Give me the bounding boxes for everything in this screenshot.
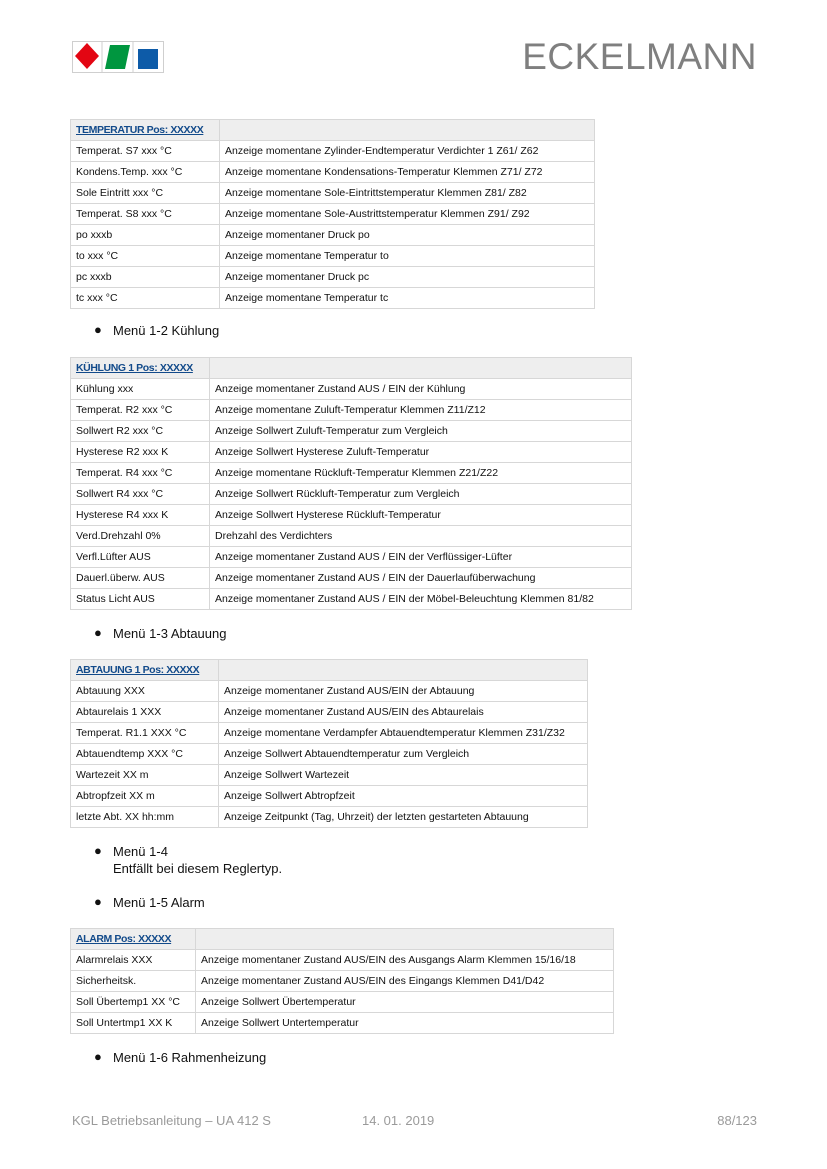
description-cell: Anzeige momentaner Druck pc — [220, 267, 595, 288]
table-header-empty — [219, 660, 588, 681]
table-row — [71, 225, 595, 246]
parameter-cell: Temperat. R2 xxx °C — [71, 400, 210, 421]
parameter-cell: letzte Abt. XX hh:mm — [71, 807, 219, 828]
description-cell: Anzeige Sollwert Wartezeit — [219, 765, 588, 786]
table-row — [71, 681, 588, 702]
parameter-cell: Abtropfzeit XX m — [71, 786, 219, 807]
parameter-cell: to xxx °C — [71, 246, 220, 267]
table-row — [71, 702, 588, 723]
description-cell: Anzeige momentane Kondensations-Temperatur Klemmen Z71/ Z72 — [220, 162, 595, 183]
brand-wordmark: ECKELMANN — [522, 36, 757, 77]
description-cell: Anzeige momentaner Druck po — [220, 225, 595, 246]
table-row — [71, 971, 614, 992]
parameter-cell: Temperat. S8 xxx °C — [71, 204, 220, 225]
description-cell: Anzeige momentane Zylinder-Endtemperatur Verdichter 1 Z61/ Z62 — [220, 141, 595, 162]
table-row — [71, 744, 588, 765]
parameter-cell: Soll Untertmp1 XX K — [71, 1013, 196, 1034]
parameter-cell: Abtauung XXX — [71, 681, 219, 702]
table-alarm — [70, 928, 614, 1034]
table-title: ABTAUUNG 1 Pos: XXXXX — [71, 660, 219, 681]
parameter-cell: Temperat. R4 xxx °C — [71, 463, 210, 484]
table-row — [71, 162, 595, 183]
table-row — [71, 526, 632, 547]
table-header-row — [71, 358, 632, 379]
parameter-cell: Alarmrelais XXX — [71, 950, 196, 971]
description-cell: Anzeige Sollwert Zuluft-Temperatur zum Vergleich — [210, 421, 632, 442]
table-row — [71, 765, 588, 786]
description-cell: Anzeige momentane Temperatur to — [220, 246, 595, 267]
table-row — [71, 992, 614, 1013]
footer-document-title: KGL Betriebsanleitung – UA 412 S — [72, 1113, 271, 1128]
parameter-cell: Temperat. R1.1 XXX °C — [71, 723, 219, 744]
parameter-cell: Hysterese R4 xxx K — [71, 505, 210, 526]
table-row — [71, 807, 588, 828]
table-header-empty — [196, 929, 614, 950]
table-row — [71, 442, 632, 463]
table-title: TEMPERATUR Pos: XXXXX — [71, 120, 220, 141]
table-row — [71, 421, 632, 442]
description-cell: Anzeige Sollwert Hysterese Rückluft-Temperatur — [210, 505, 632, 526]
parameter-cell: Wartezeit XX m — [71, 765, 219, 786]
description-cell: Anzeige Sollwert Untertemperatur — [196, 1013, 614, 1034]
parameter-cell: Abtaurelais 1 XXX — [71, 702, 219, 723]
parameter-cell: Sole Eintritt xxx °C — [71, 183, 220, 204]
table-row — [71, 288, 595, 309]
table-row — [71, 246, 595, 267]
table-header-empty — [220, 120, 595, 141]
description-cell: Anzeige momentane Zuluft-Temperatur Klemmen Z11/Z12 — [210, 400, 632, 421]
parameter-cell: Dauerl.überw. AUS — [71, 568, 210, 589]
table-header-row — [71, 929, 614, 950]
table-row — [71, 379, 632, 400]
parameter-cell: Sollwert R2 xxx °C — [71, 421, 210, 442]
description-cell: Anzeige Sollwert Übertemperatur — [196, 992, 614, 1013]
table-row — [71, 463, 632, 484]
parameter-cell: tc xxx °C — [71, 288, 220, 309]
table-title: KÜHLUNG 1 Pos: XXXXX — [71, 358, 210, 379]
description-cell: Anzeige momentane Sole-Austrittstemperatur Klemmen Z91/ Z92 — [220, 204, 595, 225]
description-cell: Anzeige momentane Temperatur tc — [220, 288, 595, 309]
table-row — [71, 547, 632, 568]
parameter-cell: Soll Übertemp1 XX °C — [71, 992, 196, 1013]
description-cell: Anzeige Sollwert Hysterese Zuluft-Temperatur — [210, 442, 632, 463]
table-row — [71, 204, 595, 225]
description-cell: Anzeige Sollwert Rückluft-Temperatur zum Vergleich — [210, 484, 632, 505]
table-row — [71, 950, 614, 971]
table-header-empty — [210, 358, 632, 379]
table-row — [71, 723, 588, 744]
parameter-cell: Hysterese R2 xxx K — [71, 442, 210, 463]
parameter-cell: Status Licht AUS — [71, 589, 210, 610]
table-row — [71, 400, 632, 421]
table-row — [71, 786, 588, 807]
parameter-cell: po xxxb — [71, 225, 220, 246]
table-temperatur — [70, 119, 595, 309]
description-cell: Anzeige Sollwert Abtropfzeit — [219, 786, 588, 807]
parameter-cell: Verd.Drehzahl 0% — [71, 526, 210, 547]
description-cell: Anzeige momentane Verdampfer Abtauendtemperatur Klemmen Z31/Z32 — [219, 723, 588, 744]
description-cell: Anzeige momentaner Zustand AUS / EIN der Möbel-Beleuchtung Klemmen 81/82 — [210, 589, 632, 610]
description-cell: Anzeige momentaner Zustand AUS / EIN der Dauerlaufüberwachung — [210, 568, 632, 589]
parameter-cell: Verfl.Lüfter AUS — [71, 547, 210, 568]
table-row — [71, 267, 595, 288]
table-kuehlung — [70, 357, 632, 610]
table-row — [71, 141, 595, 162]
parameter-cell: Temperat. S7 xxx °C — [71, 141, 220, 162]
description-cell: Anzeige momentaner Zustand AUS / EIN der Kühlung — [210, 379, 632, 400]
table-row — [71, 183, 595, 204]
description-cell: Drehzahl des Verdichters — [210, 526, 632, 547]
table-row — [71, 589, 632, 610]
description-cell: Anzeige momentane Sole-Eintrittstemperatur Klemmen Z81/ Z82 — [220, 183, 595, 204]
footer-date: 14. 01. 2019 — [362, 1113, 435, 1128]
description-cell: Anzeige momentane Rückluft-Temperatur Klemmen Z21/Z22 — [210, 463, 632, 484]
table-abtauung — [70, 659, 588, 828]
parameter-cell: Kondens.Temp. xxx °C — [71, 162, 220, 183]
blue-square — [138, 49, 158, 69]
table-title: ALARM Pos: XXXXX — [71, 929, 196, 950]
table-row — [71, 1013, 614, 1034]
table-row — [71, 568, 632, 589]
description-cell: Anzeige momentaner Zustand AUS / EIN der Verflüssiger-Lüfter — [210, 547, 632, 568]
table-row — [71, 505, 632, 526]
table-header-row — [71, 660, 588, 681]
description-cell: Anzeige Zeitpunkt (Tag, Uhrzeit) der letzten gestarteten Abtauung — [219, 807, 588, 828]
description-cell: Anzeige momentaner Zustand AUS/EIN des Eingangs Klemmen D41/D42 — [196, 971, 614, 992]
description-cell: Anzeige momentaner Zustand AUS/EIN des Abtaurelais — [219, 702, 588, 723]
description-cell: Anzeige momentaner Zustand AUS/EIN des Ausgangs Alarm Klemmen 15/16/18 — [196, 950, 614, 971]
parameter-cell: Sollwert R4 xxx °C — [71, 484, 210, 505]
parameter-cell: pc xxxb — [71, 267, 220, 288]
parameter-cell: Kühlung xxx — [71, 379, 210, 400]
footer-page-number: 88/123 — [717, 1113, 757, 1128]
parameter-cell: Sicherheitsk. — [71, 971, 196, 992]
table-header-row — [71, 120, 595, 141]
description-cell: Anzeige Sollwert Abtauendtemperatur zum Vergleich — [219, 744, 588, 765]
parameter-cell: Abtauendtemp XXX °C — [71, 744, 219, 765]
description-cell: Anzeige momentaner Zustand AUS/EIN der Abtauung — [219, 681, 588, 702]
table-row — [71, 484, 632, 505]
eckelmann-logo — [72, 41, 164, 73]
